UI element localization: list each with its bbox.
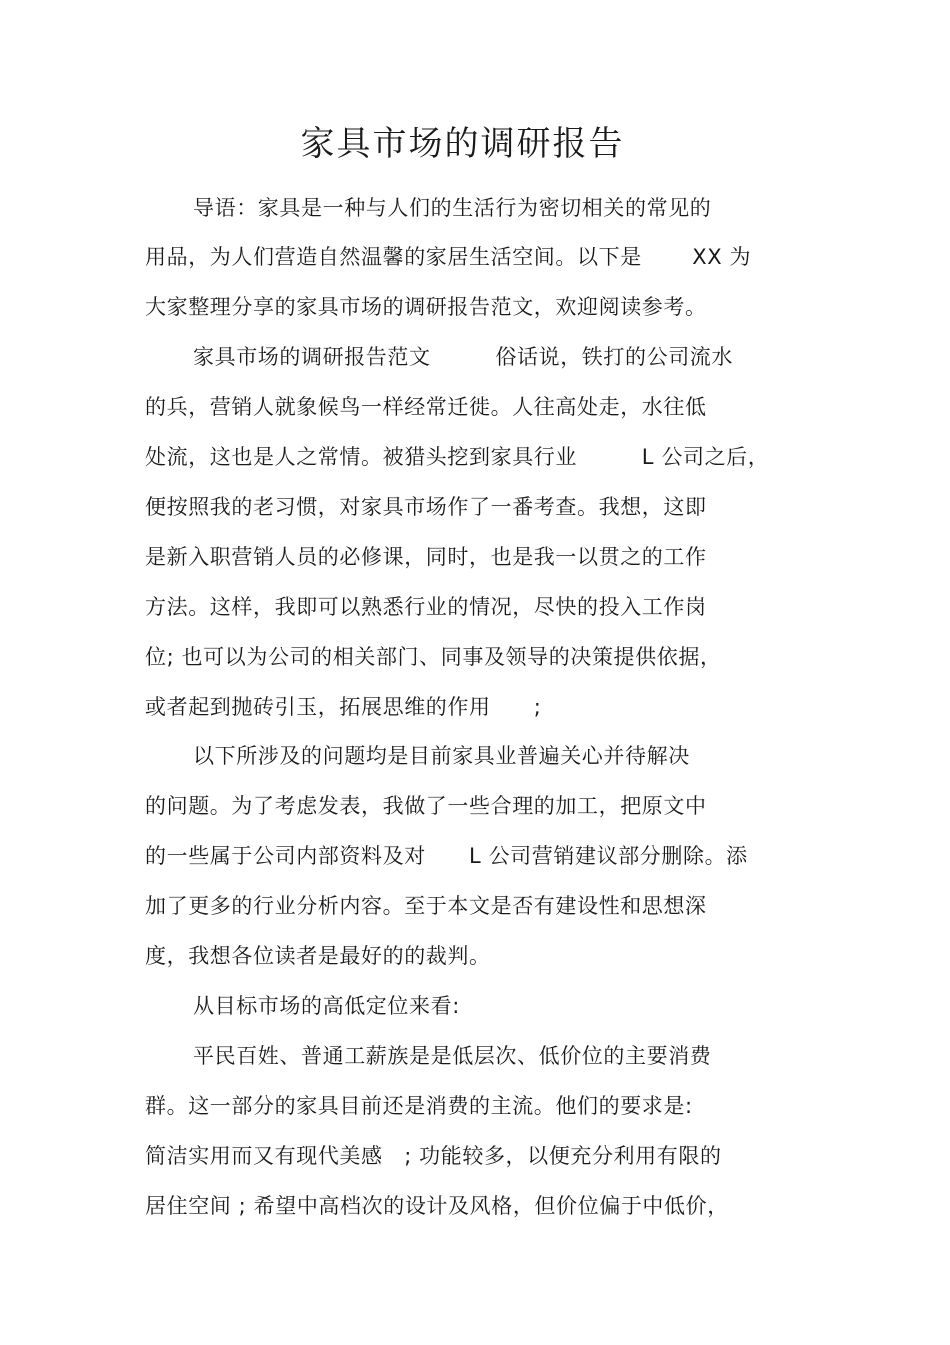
paragraph-line: 简洁实用而又有现代美感 ; 功能较多，以便充分利用有限的 (145, 1144, 722, 1168)
paragraph-line: 便按照我的老习惯，对家具市场作了一番考查。我想，这即 (145, 495, 707, 519)
paragraph-line: 的问题。为了考虑发表，我做了一些合理的加工，把原文中 (145, 794, 707, 818)
paragraph-line: 大家整理分享的家具市场的调研报告范文，欢迎阅读参考。 (145, 295, 707, 319)
document-title: 家具市场的调研报告 (300, 124, 625, 164)
paragraph-line: 处流，这也是人之常情。被猎头挖到家具行业 L 公司之后， (145, 445, 770, 469)
paragraph-line: 是新入职营销人员的必修课，同时，也是我一以贯之的工作 (145, 545, 707, 569)
paragraph-line: 位; 也可以为公司的相关部门、同事及领导的决策提供依据， (145, 645, 722, 669)
paragraph-line: 或者起到抛砖引玉，拓展思维的作用 ; (145, 695, 542, 719)
paragraph-line: 导语：家具是一种与人们的生活行为密切相关的常见的 (193, 196, 712, 220)
paragraph-line: 的兵，营销人就象候鸟一样经常迁徙。人往高处走，水往低 (145, 395, 707, 419)
paragraph-line: 平民百姓、普通工薪族是是低层次、低价位的主要消费 (193, 1044, 712, 1068)
paragraph-line: 家具市场的调研报告范文 俗话说，铁打的公司流水 (193, 345, 733, 369)
paragraph-line: 居住空间 ; 希望中高档次的设计及风格，但价位偏于中低价， (145, 1194, 729, 1218)
paragraph-line: 的一些属于公司内部资料及对 L 公司营销建议部分删除。添 (145, 844, 748, 868)
paragraph-line: 用品，为人们营造自然温馨的家居生活空间。以下是 XX 为 (145, 245, 752, 269)
paragraph-line: 方法。这样，我即可以熟悉行业的情况，尽快的投入工作岗 (145, 595, 707, 619)
paragraph-line: 度，我想各位读者是最好的的裁判。 (145, 944, 491, 968)
paragraph-line: 群。这一部分的家具目前还是消费的主流。他们的要求是: (145, 1094, 693, 1118)
paragraph-line: 加了更多的行业分析内容。至于本文是否有建设性和思想深 (145, 894, 707, 918)
paragraph-line: 从目标市场的高低定位来看: (193, 994, 460, 1018)
paragraph-line: 以下所涉及的问题均是目前家具业普遍关心并待解决 (193, 744, 690, 768)
